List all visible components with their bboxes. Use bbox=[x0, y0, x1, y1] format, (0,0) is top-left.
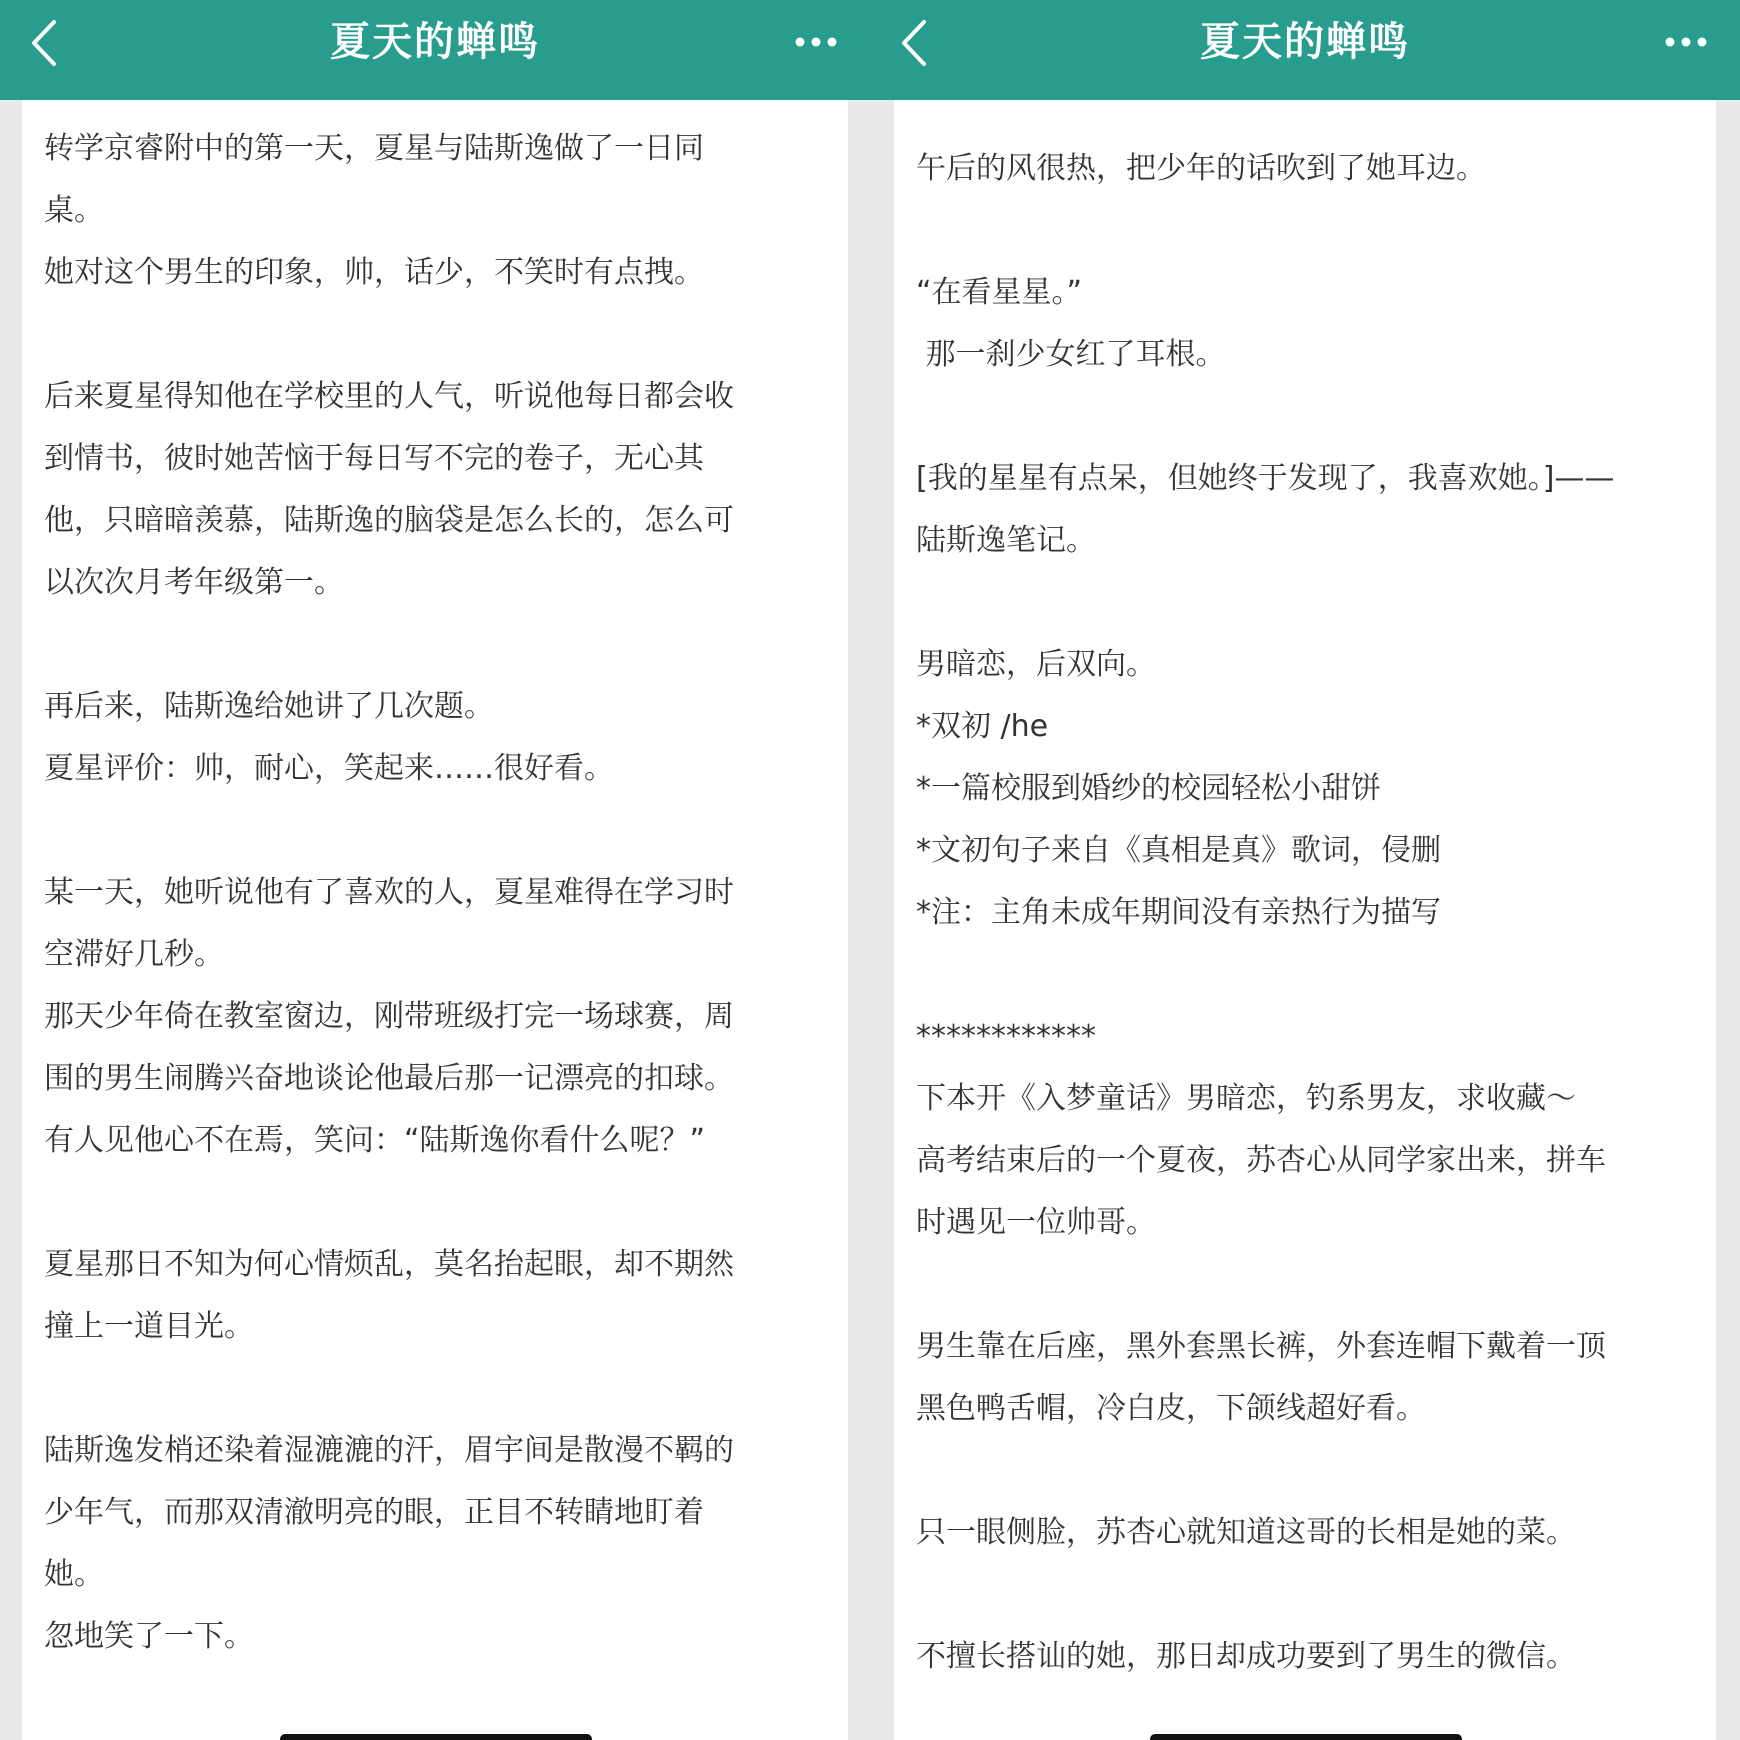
book-title: 夏天的蝉鸣 bbox=[330, 19, 540, 65]
reading-page[interactable] bbox=[22, 100, 848, 1740]
home-indicator[interactable] bbox=[1150, 1734, 1462, 1740]
reading-page[interactable] bbox=[894, 100, 1716, 1740]
right-reader-screen bbox=[870, 0, 1740, 1740]
home-indicator[interactable] bbox=[280, 1734, 592, 1740]
header-bar bbox=[0, 0, 870, 100]
header-bar bbox=[870, 0, 1740, 100]
book-title: 夏天的蝉鸣 bbox=[1200, 19, 1410, 65]
book-synopsis-text: 午后的风很热，把少年的话吹到了她耳边。 “在看星星。” 那一刹少女红了耳根。 [我的星星有点呆，但她终于发现了，我喜欢她。]—— 陆斯逸笔记。 男暗恋，后双向。 *双初 /he *一篇校服到婚纱的校园轻松小甜饼 *文初句子来自《真相是真》歌词，侵删 *注：主角未成年期间没有亲热行为描写 ************ 下本开《入梦童话》男暗恋，钓系男友，求收藏～ 高考结束后的一个夏夜，苏杏心从同学家出来，拼车 时遇见一位帅哥。 男生靠在后座，黑外套黑长裤，外套连帽下戴着一顶 黑色鸭舌帽，冷白皮，下颌线超好看。 只一眼侧脸，苏杏心就知道这哥的长相是她的菜。 不擅长搭讪的她，那日却成功要到了男生的微信。 bbox=[916, 151, 1615, 1674]
ellipsis-icon[interactable] bbox=[792, 28, 840, 56]
book-synopsis-text: 转学京睿附中的第一天，夏星与陆斯逸做了一日同 桌。 她对这个男生的印象，帅，话少，不笑时有点拽。 后来夏星得知他在学校里的人气，听说他每日都会收 到情书，彼时她苦恼于每日写不完的卷子，无心其 他，只暗暗羡慕，陆斯逸的脑袋是怎么长的，怎么可 以次次月考年级第一。 再后来，陆斯逸给她讲了几次题。 夏星评价：帅，耐心，笑起来……很好看。 某一天，她听说他有了喜欢的人，夏星难得在学习时 空滞好几秒。 那天少年倚在教室窗边，刚带班级打完一场球赛，周 围的男生闹腾兴奋地谈论他最后那一记漂亮的扣球。 有人见他心不在焉，笑问：“陆斯逸你看什么呢？” 夏星那日不知为何心情烦乱，莫名抬起眼，却不期然 撞上一道目光。 陆斯逸发梢还染着湿漉漉的汗，眉宇间是散漫不羁的 少年气，而那双清澈明亮的眼，正目不转睛地盯着 她。 忽地笑了一下。 bbox=[44, 131, 734, 1654]
ellipsis-icon[interactable] bbox=[1662, 28, 1710, 56]
